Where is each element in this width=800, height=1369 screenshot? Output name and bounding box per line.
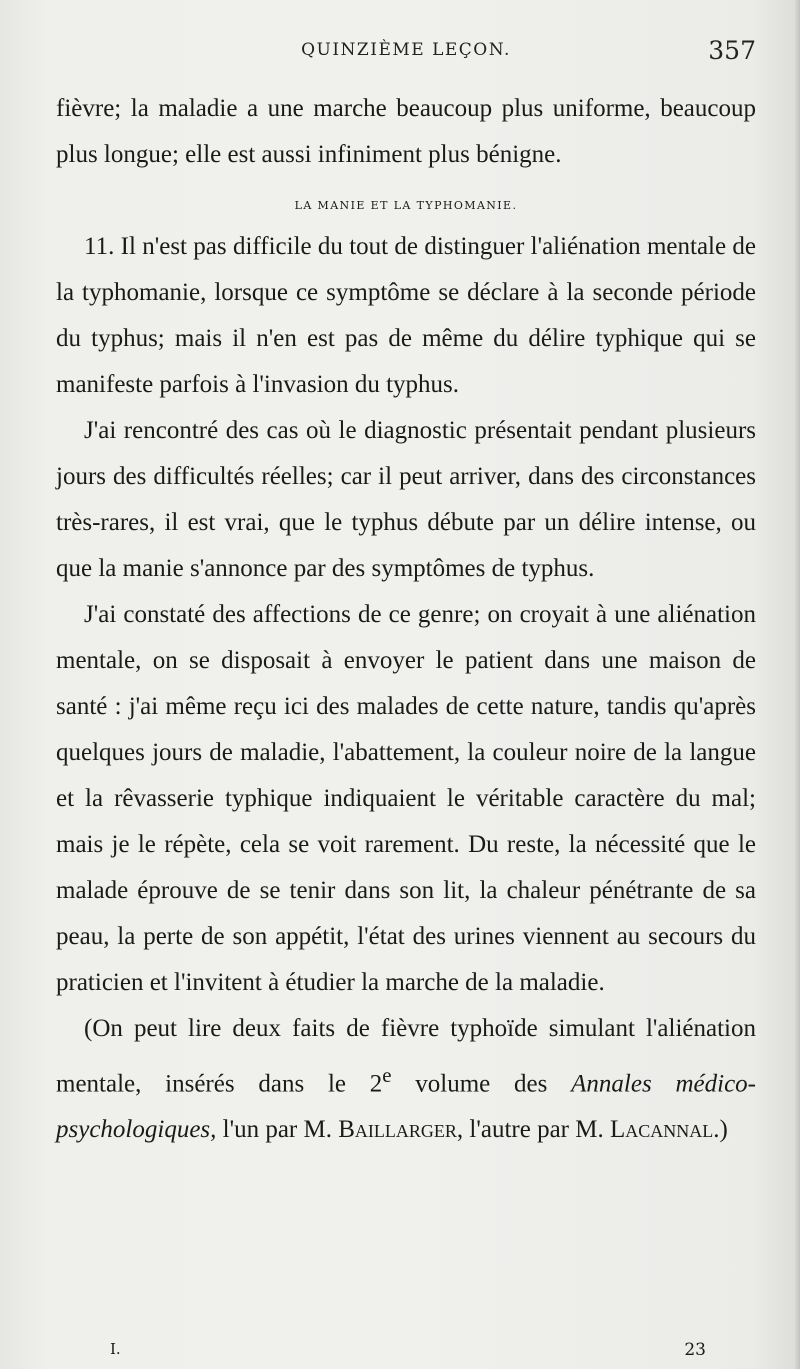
paragraph-cases: J'ai constaté des affections de ce genre; on croyait à une aliénation mentale, on se disposait à envoyer le patient dans une maison de santé : j'ai même reçu ici des malades de cette nature, tandis qu'après quelques jours de maladie, l'abattement, la couleur noire de la langue et la rêvasserie typhique indiquaient le véritable caractère du mal; mais je le répète, cela se voit rarement. Du reste, la nécessité que le malade éprouve de se tenir dans son lit, la chaleur pénétrante de sa peau, la perte de son appétit, l'état des urines viennent au secours du praticien et l'invitent à étudier la marche de la maladie. xyxy=(56,601,756,996)
body-text xyxy=(56,86,756,1153)
author-baillarger: Baillarger xyxy=(338,1116,457,1144)
reference-text-d: , l'autre par M. xyxy=(456,1116,610,1144)
paragraph-diagnostic: J'ai rencontré des cas où le diagnostic présentait pendant plusieurs jours des difficultés réelles; car il peut arriver, dans des circonstances très-rares, il est vrai, que le typhus débute par un délire intense, ou que la manie s'annonce par des symptômes de typhus. xyxy=(56,417,756,582)
volume-signature: I. xyxy=(110,1340,121,1358)
paragraph-11-text: Il n'est pas difficile du tout de distinguer l'aliénation mentale de la typhomanie, lorsque ce symptôme se déclare à la seconde période du typhus; mais il n'en est pas de même du délire typhique qui se manifeste parfois à l'invasion du typhus. xyxy=(56,233,757,398)
superscript-e: e xyxy=(382,1063,392,1087)
paragraph-number: 11. xyxy=(84,233,115,260)
paragraph-11 xyxy=(56,224,756,408)
author-lacannal: Lacannal xyxy=(610,1116,714,1144)
reference-text-c: l'un par M. xyxy=(216,1116,339,1144)
page-footer xyxy=(110,1340,706,1364)
page-edge-shadow xyxy=(794,0,800,1369)
paragraph-reference xyxy=(56,1006,756,1153)
journal-title: Annales médico-psychologiques, xyxy=(56,1070,756,1144)
reference-text-e: .) xyxy=(713,1116,728,1144)
page-header xyxy=(56,36,756,76)
page-number: 357 xyxy=(708,36,756,65)
running-head: QUINZIÈME LEÇON. xyxy=(301,40,511,60)
gathering-signature: 23 xyxy=(684,1340,706,1360)
paragraph-continued: fièvre; la maladie a une marche beaucoup plus uniforme, beaucoup plus longue; elle est aussi infiniment plus bénigne. xyxy=(56,95,756,168)
reference-text-b: volume des xyxy=(391,1070,572,1098)
section-heading: LA MANIE ET LA TYPHOMANIE. xyxy=(294,199,518,212)
reference-text-a: (On peut lire deux faits de fièvre typhoïde simulant l'aliénation mentale, insérés dans le 2 xyxy=(56,1015,756,1098)
